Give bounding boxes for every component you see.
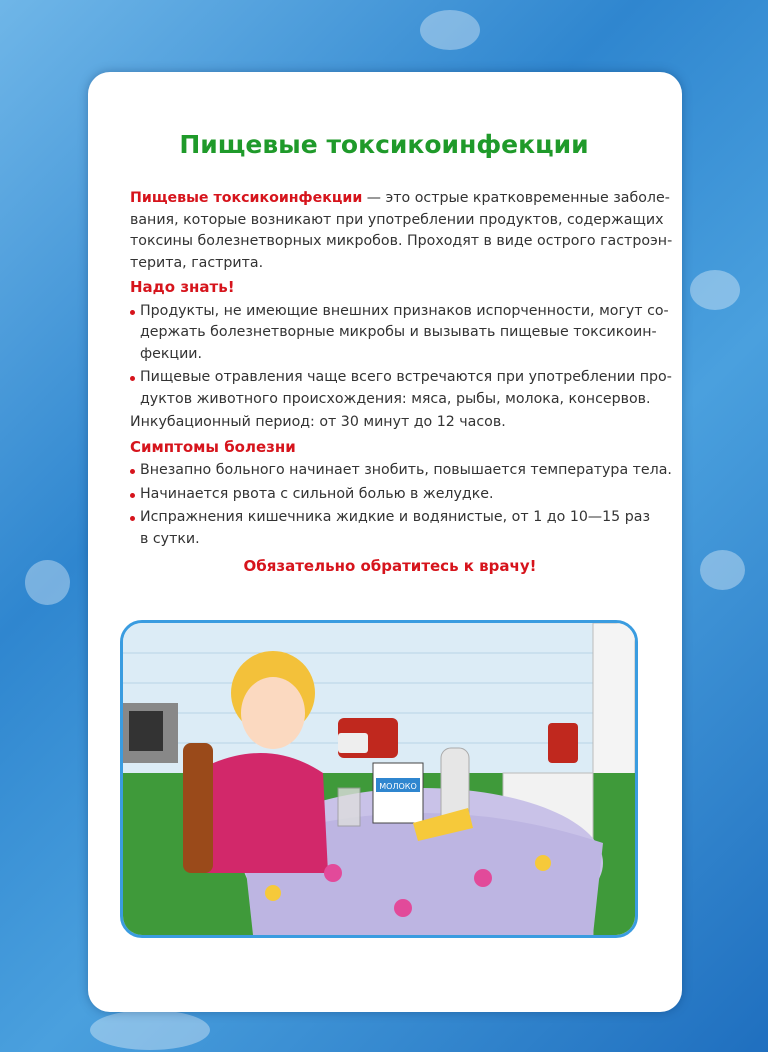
know-heading: Надо знать! [130,278,235,296]
symptoms-heading: Симптомы болезни [130,437,296,456]
kitchen-illustration [120,620,638,938]
list-item: Внезапно больного начинает знобить, повышается температура тела. [130,460,650,482]
article-body [130,188,673,578]
incubation-text: Инкубационный период: от 30 минут до 12 часов. [130,414,506,430]
milk-carton-label: МОЛОКО [379,782,417,791]
decor-bubble [420,10,480,50]
intro-paragraph: Пищевые токсикоинфекции — это острые кратковременные заболе- вания, которые возникают при употреблении продуктов, содержащих токсины болезнетворных микробов. Проходят в виде острого гастроэн- терита, гастрита. [130,190,673,271]
decor-bubble [700,550,745,590]
decor-bubble [90,1010,210,1050]
illustration-drawing [123,623,635,935]
list-item: Продукты, не имеющие внешних признаков испорченности, могут со- держать болезнетворные микробы и вызывать пищевые токсикоин- фекции. [130,301,650,366]
list-item: Испражнения кишечника жидкие и водянистые, от 1 до 10—15 раз в сутки. [130,507,650,550]
page-title: Пищевые токсикоинфекции [179,130,589,159]
warning-text: Обязательно обратитесь к врачу! [243,557,537,575]
intro-term: Пищевые токсикоинфекции [130,190,363,206]
decor-bubble [690,270,740,310]
decor-bubble [25,560,70,605]
list-item: Пищевые отравления чаще всего встречаются при употреблении про- дуктов животного происхождения: мяса, рыбы, молока, консервов. [130,367,650,410]
list-item: Начинается рвота с сильной болью в желудке. [130,484,650,506]
